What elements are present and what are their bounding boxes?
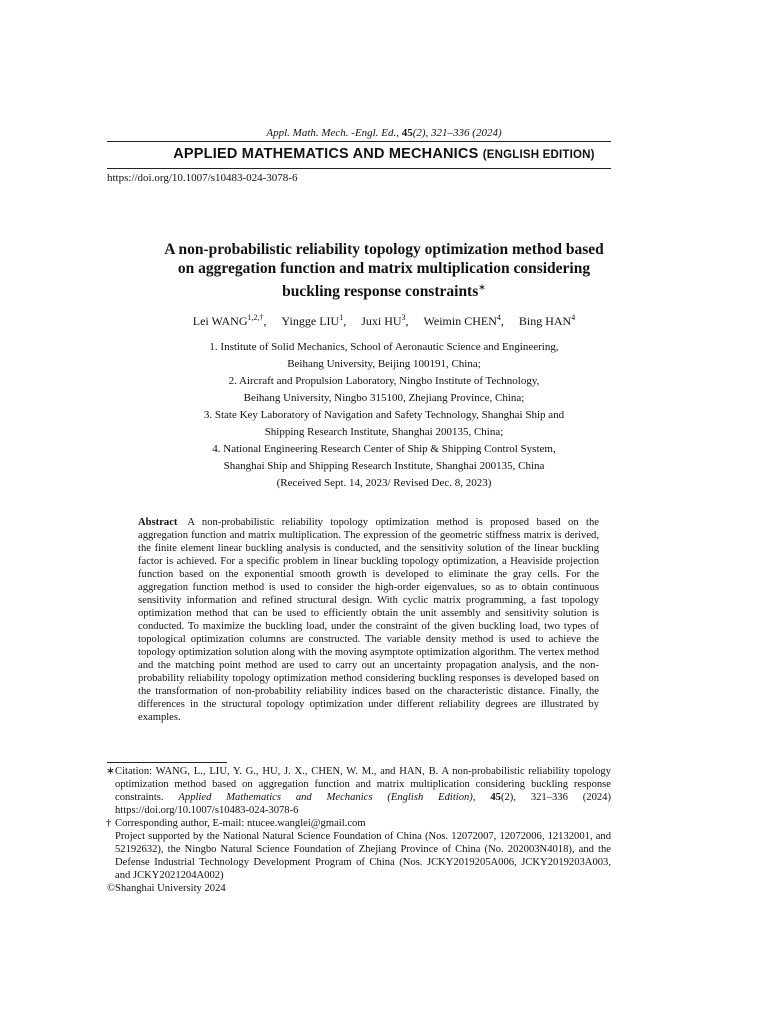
author: Juxi $HU^3$, — [361, 313, 409, 328]
header-rule-bottom — [107, 168, 611, 169]
abstract-label: Abstract — [138, 517, 178, 528]
title-footnote-mark: ∗ — [478, 282, 486, 292]
affiliation-line: 3. State Key Laboratory of Navigation and Safety Technology, Shanghai Ship and — [203, 409, 565, 421]
affiliations — [0, 339, 768, 492]
journal-reference: Appl. Math. Mech. -Engl. Ed., 45(2), 321–336 (2024) — [266, 127, 502, 139]
affiliation-line: 1. Institute of Solid Mechanics, School of Aeronautic Science and Engineering, — [209, 341, 559, 353]
journal-edition: (ENGLISH EDITION) — [482, 149, 595, 161]
author: Weimin CHEN$^4$, — [423, 313, 504, 328]
abstract-text: A non-probabilistic reliability topology optimization method is proposed based on the aggregation function and matrix multiplication. The expression of the geometric stiffness matrix is derived, the finite element linear buckling analysis is conducted, and the sensitivity solution of the linear buckling factor is achieved. For a specific problem in linear buckling topology optimization, a Heaviside projection function based on the exponential smooth growth is developed to eliminate the gray cells. For the aggregation function method is used to consider the high-order eigenvalues, so as to obtain continuous sensitivity information and refined structural design. With cyclic matrix programming, a fast topology optimization method that can be used to efficiently obtain the unit assembly and sensitivity solution is conducted. To maximize the buckling load, under the constraint of the given buckling load, two types of topological optimization columns are constructed. The variable density method is used to achieve the topology optimization solution along with the moving asymptote optimization algorithm. The vertex method and the matching point method are used to carry out an uncertainty propagation analysis, and the non-probability reliability topology optimization method considering buckling responses is developed based on the transformation of non-probability reliability indices based on the characteristic distance. Finally, the differences in the structural topology optimization under different reliability degrees are illustrated by examples. — [138, 517, 599, 723]
affiliation-line: 2. Aircraft and Propulsion Laboratory, Ningbo Institute of Technology, — [228, 375, 540, 387]
author: Lei $WANG^{1,2,\dagger}$, — [192, 313, 267, 328]
corresponding-author-footnote: † Corresponding author, E-mail: ntucee.wanglei@gmail.com — [106, 818, 366, 829]
affiliation-line: Beihang University, Ningbo 315100, Zhejiang Province, China; — [243, 392, 525, 404]
header-rule-top — [107, 141, 611, 142]
funding-footnote: Project supported by the National Natural Science Foundation of China (Nos. 12072007, 12072006, 12132001, and 52192632), the Ningbo Natural Science Foundation of Zhejiang Province of China (No. 202003N4018), and the Defense Industrial Technology Development Program of China (Nos. JCKY2019205A006, JCKY2019203A003, and JCKY2021204A002) — [115, 831, 611, 881]
author: Bing HAN$^4$ — [518, 313, 576, 328]
author: Yingge LIU$^1$, — [281, 313, 347, 328]
journal-volume: 45 — [401, 127, 413, 139]
journal-name: APPLIED MATHEMATICS AND MECHANICS (ENGLISH EDITION) — [173, 146, 595, 162]
author-list — [0, 313, 768, 329]
copyright: ©Shanghai University 2024 — [107, 883, 226, 894]
affiliation-line: 4. National Engineering Research Center of Ship & Shipping Control System, — [212, 443, 556, 455]
doi-link[interactable]: https://doi.org/10.1007/s10483-024-3078-6 — [107, 172, 298, 184]
footnote-rule — [107, 762, 227, 763]
footnotes — [107, 765, 611, 895]
received-dates: (Received Sept. 14, 2023/ Revised Dec. 8, 2023) — [276, 477, 492, 489]
citation-footnote: ∗ Citation: WANG, L., LIU, Y. G., HU, J. X., CHEN, W. M., and HAN, B. A non-probabilistic reliability topology optimization method based on aggregation function and matrix multiplication considering buckling response constraints. Applied Mathematics and Mechanics (English Edition), 45(2), 321–336 (2024) https://doi.org/10.1007/s10483-024-3078-6 — [106, 766, 612, 816]
affiliation-line: Shipping Research Institute, Shanghai 200135, China; — [264, 426, 504, 438]
affiliation-line: Shanghai Ship and Shipping Research Institute, Shanghai 200135, China — [223, 460, 545, 472]
affiliation-line: Beihang University, Beijing 100191, China; — [287, 358, 481, 370]
abstract — [138, 516, 599, 724]
paper-title: A non-probabilistic reliability topology optimization method based on aggregation function and matrix multiplication considering buckling response constraints∗ — [164, 241, 604, 301]
